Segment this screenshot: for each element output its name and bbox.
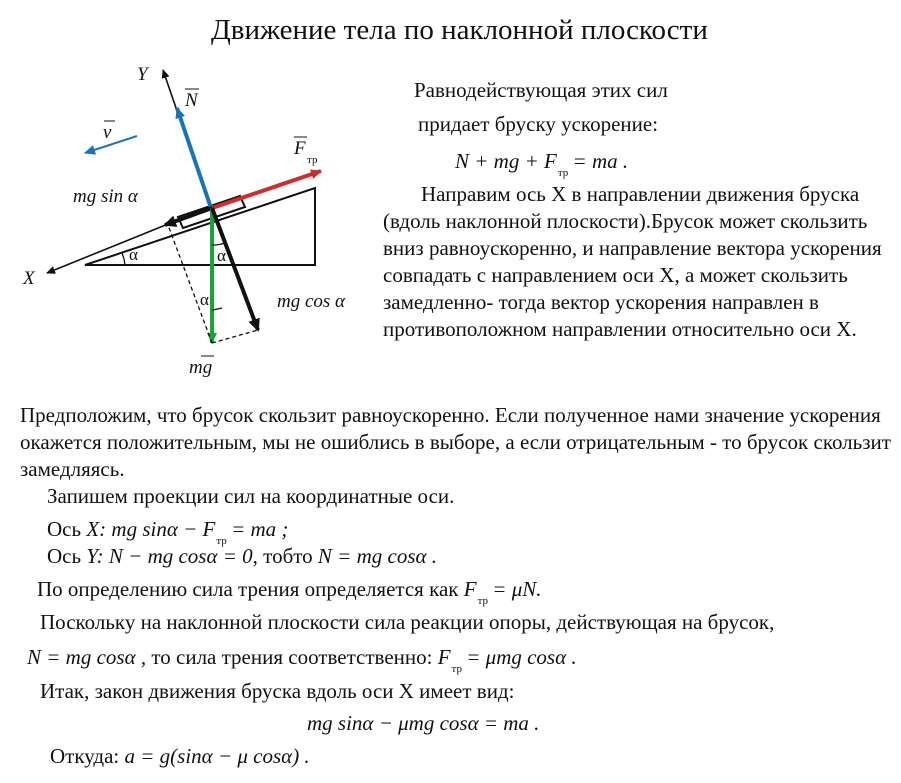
result-equation: Откуда: a = g(sinα − μ cosα) .	[50, 744, 310, 768]
resultant-line2: придает бруску ускорение:	[418, 112, 659, 136]
label-mgsin: mg sin α	[73, 186, 138, 207]
label-mg: mg	[189, 357, 213, 378]
page-title: Движение тела по наклонной плоскости	[211, 14, 708, 46]
law-equation: mg sinα − μmg cosα = ma .	[307, 711, 540, 735]
label-f: F	[294, 138, 306, 159]
projections-intro: Запишем проекции сил на координатные оси.	[47, 484, 455, 508]
label-alpha-base: α	[129, 245, 138, 264]
axis-x-equation: Ось X: mg $\sin\alpha - F_{тр}$ = ma ;	[47, 517, 289, 547]
law-text: Итак, закон движения бруска вдоль оси X имеет вид:	[40, 679, 515, 703]
inclined-plane-diagram	[15, 55, 380, 385]
label-alpha-top: α	[217, 246, 226, 265]
friction-definition: По определению сила трения определяется как $F_{тр} = \mu N$.	[37, 577, 542, 607]
axis-y-equation: Ось Y: N − mg cosα = 0, тобто N = mg cosα .	[47, 544, 438, 568]
label-y: Y	[137, 64, 148, 85]
newton-equation: N + mg + $F_{тр}$ = ma .	[455, 149, 629, 179]
label-mgcos: mg cos α	[277, 291, 346, 312]
label-f-sub: тр	[307, 154, 318, 166]
label-alpha-mid: α	[200, 290, 209, 309]
assumption-paragraph: Предположим, что брусок скользит равноускоренно. Если полученное нами значение ускорения окажется положительным, мы не ошиблись в выборе, а если отрицательным - то брусок скользит замедляясь.	[20, 403, 891, 481]
label-x: X	[23, 268, 35, 289]
reaction-text: Поскольку на наклонной плоскости сила реакции опоры, действующая на брусок,	[40, 610, 775, 634]
label-n: N	[185, 90, 198, 111]
reaction-equation: N = mg cosα , то сила трения соответственно: $F_{тр} = \mu mg$ cosα .	[27, 645, 577, 675]
axis-paragraph: Направим ось X в направлении движения бруска (вдоль наклонной плоскости).Брусок может скользить вниз равноускоренно, и направление вектора ускорения совпадать с направлением оси X, а может скользить замедленно- тогда вектор ускорения направлен в противоположном направлении относительно оси X.	[383, 182, 882, 341]
resultant-line1: Равнодействующая этих сил	[414, 78, 668, 102]
label-v: v	[103, 122, 112, 143]
